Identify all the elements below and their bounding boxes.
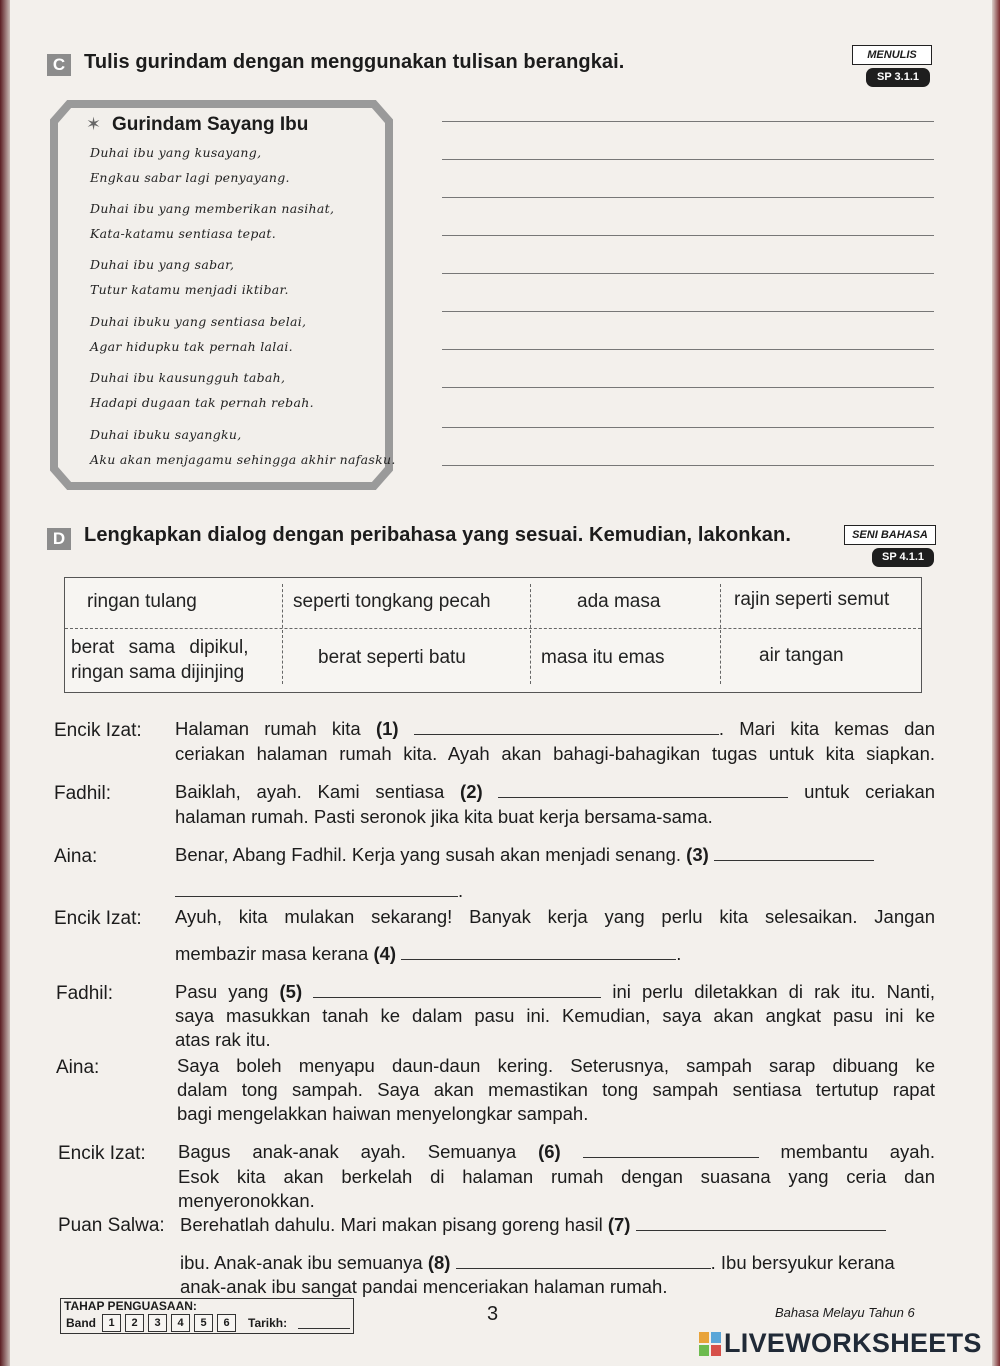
band-box[interactable]: 2 <box>125 1314 144 1332</box>
dialogue-line: . <box>175 880 935 902</box>
mastery-level-title: TAHAP PENGUASAAN: <box>64 1299 197 1313</box>
date-field[interactable] <box>298 1328 350 1329</box>
date-label: Tarikh: <box>248 1316 288 1330</box>
page-edge-right <box>992 0 1000 1366</box>
page-edge-left <box>0 0 10 1366</box>
band-box[interactable]: 5 <box>194 1314 213 1332</box>
band-box[interactable]: 1 <box>102 1314 121 1332</box>
proverb-option[interactable]: ringan sama dijinjing <box>71 662 245 683</box>
proverb-options-table <box>64 577 922 693</box>
band-box[interactable]: 3 <box>148 1314 167 1332</box>
dialogue-line: halaman rumah. Pasti seronok jika kita buat kerja bersama-sama. <box>175 806 713 827</box>
speaker-name: Encik Izat: <box>54 720 142 741</box>
dialogue-line: Benar, Abang Fadhil. Kerja yang susah akan menjadi senang. (3) <box>175 844 935 866</box>
writing-line[interactable] <box>442 427 934 428</box>
poem-line: Kata-katamu sentiasa tepat. <box>90 226 277 241</box>
answer-blank-3[interactable] <box>714 846 874 861</box>
speaker-name: Fadhil: <box>56 983 114 1004</box>
proverb-option[interactable]: seperti tongkang pecah <box>293 591 491 612</box>
dialogue-line: Halaman rumah kita (1) . Mari kita kemas dan <box>175 718 936 739</box>
liveworksheets-logo: LIVEWORKSHEETS <box>724 1328 982 1358</box>
poem-line: Agar hidupku tak pernah lalai. <box>90 339 293 354</box>
speaker-name: Aina: <box>54 846 98 867</box>
liveworksheets-logo-icon <box>699 1332 721 1356</box>
band-box[interactable]: 6 <box>217 1314 236 1332</box>
writing-line[interactable] <box>442 387 934 388</box>
poem-line: Duhai ibu yang memberikan nasihat, <box>90 201 335 216</box>
proverb-option[interactable]: berat sama dipikul, <box>71 637 249 658</box>
star-icon: ✶ <box>86 114 102 134</box>
writing-line[interactable] <box>442 273 934 274</box>
dialogue-line: Pasu yang (5) ini perlu diletakkan di rak itu. Nanti, <box>175 981 936 1002</box>
writing-line[interactable] <box>442 311 934 312</box>
answer-blank-8[interactable] <box>456 1254 711 1269</box>
table-divider <box>720 584 721 684</box>
writing-line[interactable] <box>442 349 934 350</box>
speaker-name: Fadhil: <box>54 783 112 804</box>
sp-badge-d: SP 4.1.1 <box>872 548 934 567</box>
poem-line: Duhai ibu yang kusayang, <box>90 145 262 160</box>
dialogue-line: atas rak itu. <box>175 1029 271 1050</box>
writing-line[interactable] <box>442 159 934 160</box>
poem-line: Duhai ibuku sayangku, <box>90 427 242 442</box>
band-label: Band <box>66 1316 96 1330</box>
dialogue-line: Ayuh, kita mulakan sekarang! Banyak kerja yang perlu kita selesaikan. Jangan <box>175 906 935 927</box>
answer-blank-3-cont[interactable] <box>175 882 458 897</box>
dialogue-line: Berehatlah dahulu. Mari makan pisang goreng hasil (7) <box>180 1214 940 1236</box>
dialogue-line: saya masukkan tanah ke dalam pasu ini. Kemudian, saya akan angkat pasu ini ke <box>175 1005 935 1026</box>
poem-line: Aku akan menjagamu sehingga akhir nafasku. <box>90 452 396 467</box>
band-box[interactable]: 4 <box>171 1314 190 1332</box>
dialogue-line: ceriakan halaman rumah kita. Ayah akan bahagi-bahagikan tugas untuk kita siapkan. <box>175 743 935 764</box>
dialogue-line: ibu. Anak-anak ibu semuanya (8) . Ibu bersyukur kerana <box>180 1252 895 1273</box>
answer-blank-6[interactable] <box>583 1143 759 1158</box>
poem-line: Duhai ibuku yang sentiasa belai, <box>90 314 307 329</box>
poem-line: Duhai ibu yang sabar, <box>90 257 235 272</box>
dialogue-line: anak-anak ibu sangat pandai menceriakan halaman rumah. <box>180 1276 668 1297</box>
writing-line[interactable] <box>442 121 934 122</box>
poem-line: Tutur katamu menjadi iktibar. <box>90 282 289 297</box>
speaker-name: Puan Salwa: <box>58 1215 165 1236</box>
dialogue-line: menyeronokkan. <box>178 1190 315 1211</box>
section-d-letter: D <box>47 528 71 550</box>
writing-line[interactable] <box>442 465 934 466</box>
proverb-option[interactable]: masa itu emas <box>541 647 665 668</box>
speaker-name: Encik Izat: <box>54 908 142 929</box>
dialogue-line: membazir masa kerana (4) . <box>175 943 682 964</box>
answer-blank-1[interactable] <box>414 720 719 735</box>
table-divider <box>65 628 921 629</box>
table-divider <box>530 584 531 684</box>
proverb-option[interactable]: ada masa <box>577 591 661 612</box>
dialogue-line: Bagus anak-anak ayah. Semuanya (6) membantu ayah. <box>178 1141 936 1162</box>
skill-seni-bahasa-badge: SENI BAHASA <box>844 525 936 545</box>
proverb-option[interactable]: ringan tulang <box>87 591 197 612</box>
proverb-option[interactable]: air tangan <box>759 645 844 666</box>
poem-title: Gurindam Sayang Ibu <box>112 114 309 135</box>
page-number: 3 <box>487 1303 499 1325</box>
answer-blank-4[interactable] <box>401 945 676 960</box>
writing-line[interactable] <box>442 197 934 198</box>
poem-line: Engkau sabar lagi penyayang. <box>90 170 290 185</box>
section-c-letter: C <box>47 54 71 76</box>
writing-line[interactable] <box>442 235 934 236</box>
answer-blank-5[interactable] <box>313 983 601 998</box>
proverb-option[interactable]: rajin seperti semut <box>734 589 890 610</box>
poem-line: Duhai ibu kausungguh tabah, <box>90 370 286 385</box>
dialogue-line: bagi mengelakkan haiwan menyelongkar sampah. <box>177 1103 589 1124</box>
skill-menulis-badge: MENULIS <box>852 45 932 65</box>
dialogue-line: Esok kita akan berkelah di halaman rumah dengan suasana yang ceria dan <box>178 1166 935 1187</box>
speaker-name: Encik Izat: <box>58 1143 146 1164</box>
section-c-instruction: Tulis gurindam dengan menggunakan tulisan berangkai. <box>84 51 625 73</box>
poem-line: Hadapi dugaan tak pernah rebah. <box>90 395 314 410</box>
speaker-name: Aina: <box>56 1057 100 1078</box>
answer-blank-2[interactable] <box>498 783 788 798</box>
dialogue-line: dalam tong sampah. Saya akan memastikan tong sampah sentiasa tertutup rapat <box>177 1079 935 1100</box>
table-divider <box>282 584 283 684</box>
answer-blank-7[interactable] <box>636 1216 886 1231</box>
dialogue-line: Baiklah, ayah. Kami sentiasa (2) untuk ceriakan <box>175 781 936 802</box>
dialogue-line: Saya boleh menyapu daun-daun kering. Seterusnya, sampah sarap dibuang ke <box>177 1055 935 1076</box>
book-name: Bahasa Melayu Tahun 6 <box>775 1305 915 1320</box>
section-d-instruction: Lengkapkan dialog dengan peribahasa yang sesuai. Kemudian, lakonkan. <box>84 524 791 546</box>
sp-badge-c: SP 3.1.1 <box>866 68 930 87</box>
proverb-option[interactable]: berat seperti batu <box>318 647 466 668</box>
